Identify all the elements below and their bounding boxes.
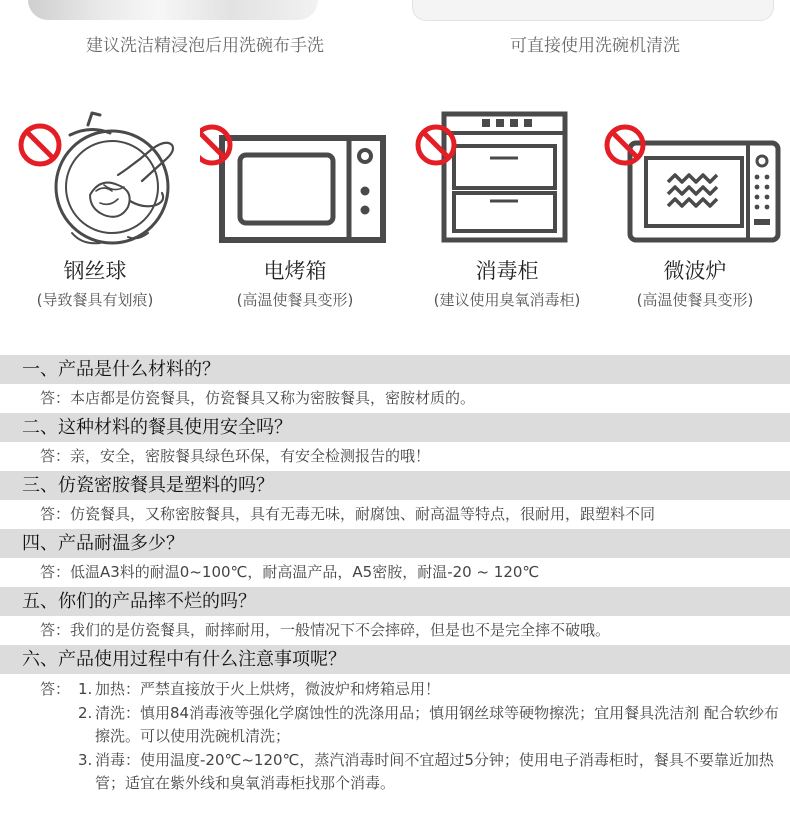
forbidden-item-name: 微波炉 bbox=[663, 259, 727, 283]
forbidden-item-name: 消毒柜 bbox=[475, 259, 539, 283]
oven-icon bbox=[200, 105, 390, 250]
forbidden-item-note: (导致餐具有划痕) bbox=[36, 291, 154, 309]
faq-section bbox=[0, 355, 790, 796]
faq-answer: 答：本店都是仿瓷餐具，仿瓷餐具又称为密胺餐具，密胺材质的。 bbox=[40, 389, 476, 407]
notice-text: 消毒：使用温度-20℃~120℃，蒸汽消毒时间不宜超过5分钟；使用电子消毒柜时，餐具不要靠近加热管；适宜在紫外线和臭氧消毒柜找那个消毒。 bbox=[95, 750, 774, 792]
hand-wash-caption: 建议洗洁精浸泡后用洗碗布手洗 bbox=[86, 36, 324, 56]
faq-question: 一、产品是什么材料的？ bbox=[0, 355, 790, 384]
answer-label: 答： bbox=[40, 680, 71, 698]
microwave-icon bbox=[600, 105, 790, 250]
notice-item bbox=[78, 702, 780, 749]
forbidden-item-disinfection-cabinet bbox=[412, 105, 602, 315]
forbidden-item-note: (高温使餐具变形) bbox=[236, 291, 354, 309]
dishwasher-caption: 可直接使用洗碗机清洗 bbox=[510, 36, 680, 56]
faq-answer: 答：我们的是仿瓷餐具，耐摔耐用，一般情况下不会摔碎，但是也不是完全摔不破哦。 bbox=[40, 621, 611, 639]
forbidden-item-steel-wool bbox=[0, 105, 190, 315]
notice-number: 2. bbox=[78, 703, 93, 722]
notice-number: 1. bbox=[78, 680, 93, 698]
faq-question: 六、产品使用过程中有什么注意事项呢？ bbox=[0, 645, 790, 674]
dishwasher-photo bbox=[412, 0, 774, 21]
faq-question: 三、仿瓷密胺餐具是塑料的吗？ bbox=[0, 471, 790, 500]
forbidden-item-name: 钢丝球 bbox=[63, 259, 127, 283]
faq-answer-notes bbox=[0, 674, 790, 796]
faq-answer: 答：亲，安全，密胺餐具绿色环保，有安全检测报告的哦！ bbox=[40, 447, 431, 465]
notice-item bbox=[78, 678, 780, 702]
notice-item bbox=[78, 749, 780, 796]
forbidden-item-note: (高温使餐具变形) bbox=[636, 291, 754, 309]
forbidden-item-microwave bbox=[600, 105, 790, 315]
top-photo-strip bbox=[0, 0, 790, 22]
prohibited-icon bbox=[418, 127, 454, 163]
faq-answer: 答：仿瓷餐具，又称密胺餐具，具有无毒无味，耐腐蚀、耐高温等特点，很耐用，跟塑料不同 bbox=[40, 505, 656, 523]
forbidden-item-name: 电烤箱 bbox=[263, 259, 327, 283]
steel-wool-ball-icon bbox=[0, 105, 190, 250]
forbidden-item-note: (建议使用臭氧消毒柜) bbox=[433, 291, 581, 309]
notice-number: 3. bbox=[78, 750, 93, 769]
faq-answer: 答：低温A3料的耐温0~100℃，耐高温产品，A5密胺，耐温-20 ~ 120℃ bbox=[40, 563, 540, 581]
faq-question: 五、你们的产品摔不烂的吗？ bbox=[0, 587, 790, 616]
faq-question: 四、产品耐温多少？ bbox=[0, 529, 790, 558]
prohibited-icon bbox=[21, 126, 59, 164]
prohibited-icon bbox=[200, 127, 230, 163]
faq-question: 二、这种材料的餐具使用安全吗？ bbox=[0, 413, 790, 442]
forbidden-item-oven bbox=[200, 105, 390, 315]
hand-washing-photo bbox=[28, 0, 318, 20]
disinfection-cabinet-icon bbox=[412, 105, 602, 250]
notice-text: 清洗：慎用84消毒液等强化学腐蚀性的洗涤用品；慎用钢丝球等硬物擦洗；宜用餐具洗洁剂 配合软纱布擦洗。可以使用洗碗机清洗； bbox=[95, 703, 779, 745]
notice-text: 加热：严禁直接放于火上烘烤，微波炉和烤箱忌用！ bbox=[95, 680, 441, 698]
